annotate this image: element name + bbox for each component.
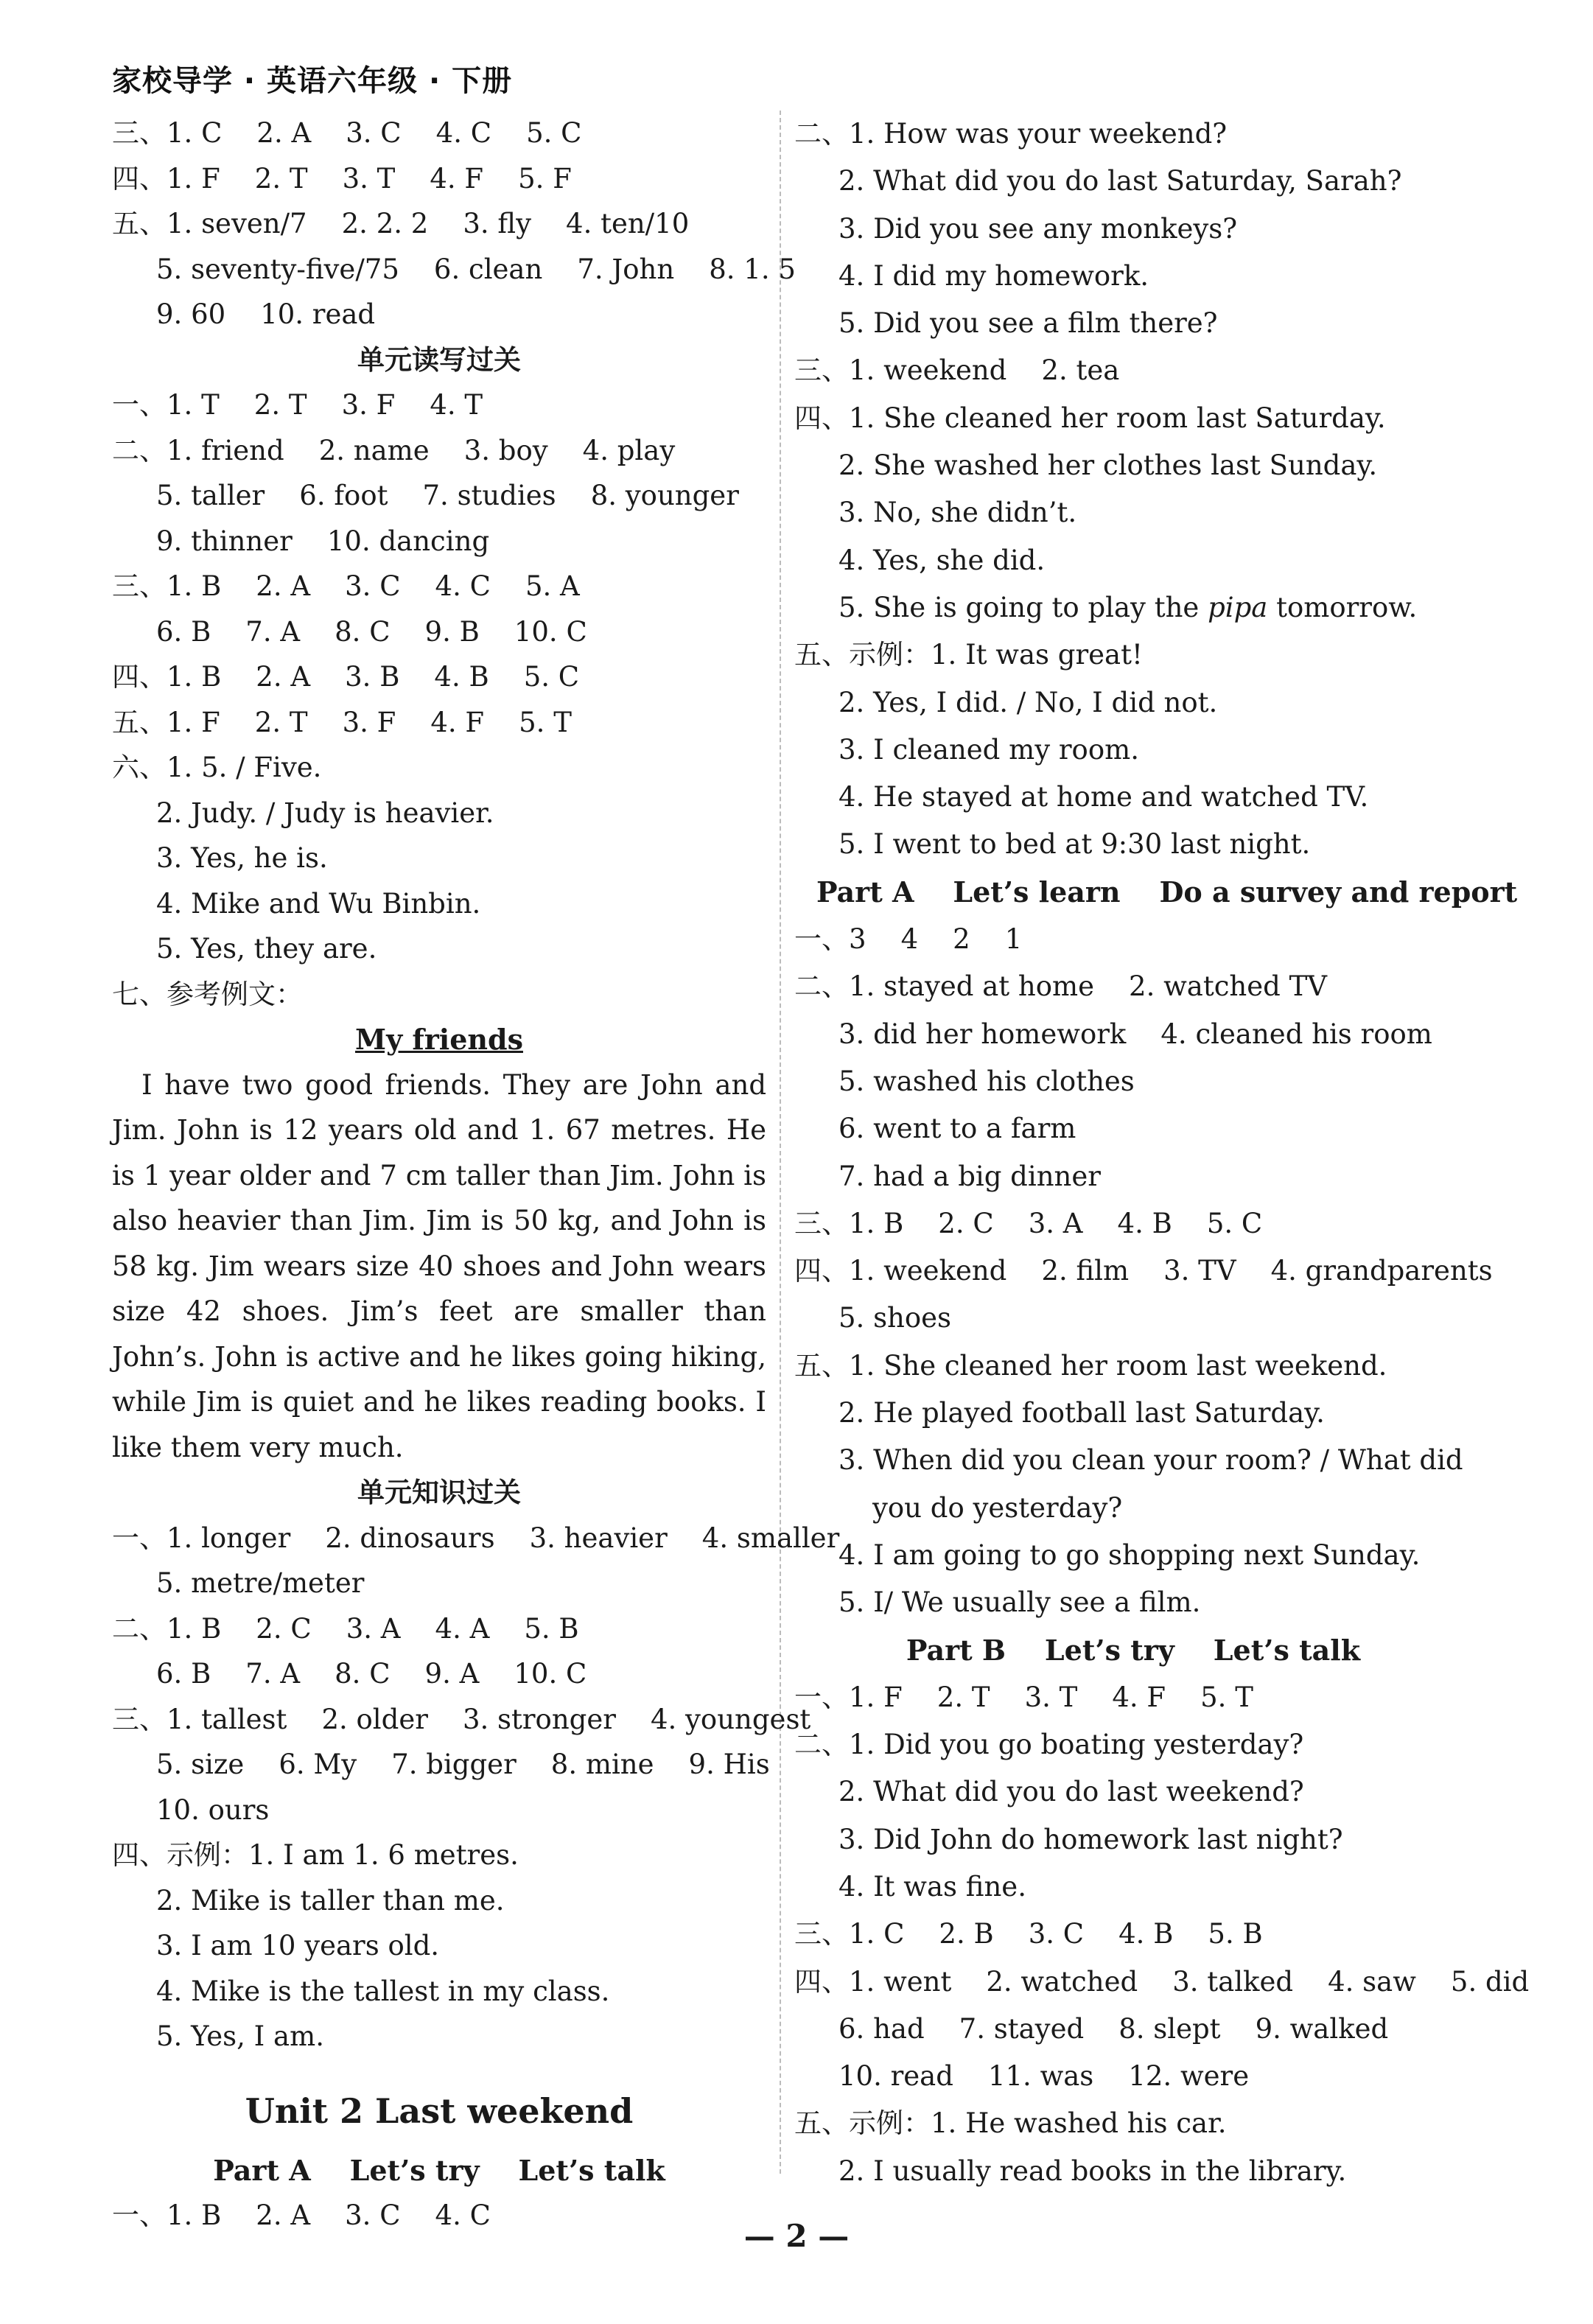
answer-line: 3. I am 10 years old. — [156, 1930, 440, 1961]
unit-title: Unit 2 Last weekend — [245, 2090, 634, 2131]
answer-line: 一、1. T 2. T 3. F 4. T — [112, 389, 483, 421]
answer-line: 2. I usually read books in the library. — [838, 2155, 1347, 2187]
answer-line: 10. read 11. was 12. were — [838, 2060, 1250, 2093]
answer-line: 6. went to a farm — [838, 1113, 1076, 1145]
essay-paragraph: I have two good friends. They are John and Jim. John is 12 years old and 1. 67 metres. He is 1 year older and 7 cm taller than Jim. John is also heavier than Jim. Jim is 50 kg, and John is 58 kg. Jim wears size 40 shoes and John wears size 42 shoes. Jim’s feet are smaller than John’s. John is active and he likes going hiking, while Jim is quiet and he likes reading books. I like them very much. — [112, 1068, 766, 1463]
answer-line: 9. 60 10. read — [156, 298, 376, 330]
part-heading: Part A Let’s learn Do a survey and report — [816, 875, 1518, 909]
answer-line: 3. No, she didn’t. — [838, 497, 1077, 529]
answer-line: 4. Mike and Wu Binbin. — [156, 887, 481, 920]
part-heading: Part A Let’s try Let’s talk — [213, 2153, 665, 2187]
answer-line: 5. Yes, I am. — [156, 2020, 324, 2052]
answer-line: 3. When did you clean your room? / What did — [838, 1444, 1463, 1477]
answer-line: 三、1. B 2. C 3. A 4. B 5. C — [794, 1207, 1263, 1239]
section-heading: 单元读写过关 — [357, 343, 521, 376]
answer-line: 5. taller 6. foot 7. studies 8. younger — [156, 480, 739, 511]
answer-line: 四、1. went 2. watched 3. talked 4. saw 5. did — [794, 1965, 1530, 1998]
answer-line: 2. What did you do last weekend? — [838, 1776, 1304, 1808]
answer-line: 2. He played football last Saturday. — [838, 1397, 1325, 1429]
answer-line: 5. Did you see a film there? — [838, 307, 1218, 340]
answer-text-italic: pipa — [1208, 591, 1268, 623]
answer-line: 2. Mike is taller than me. — [156, 1884, 505, 1917]
answer-line: 4. Yes, she did. — [838, 544, 1046, 576]
answer-line: 五、1. She cleaned her room last weekend. — [794, 1349, 1387, 1382]
answer-line: 四、1. B 2. A 3. B 4. B 5. C — [112, 661, 580, 693]
answer-line: 五、示例：1. It was great! — [794, 639, 1143, 671]
answer-line: 4. He stayed at home and watched TV. — [838, 781, 1369, 813]
answer-line: 四、1. F 2. T 3. T 4. F 5. F — [112, 162, 572, 195]
answer-line: 二、1. stayed at home 2. watched TV — [794, 970, 1327, 1003]
answer-line: 二、1. B 2. C 3. A 4. A 5. B — [112, 1612, 579, 1645]
answer-line: 三、1. tallest 2. older 3. stronger 4. youngest — [112, 1703, 811, 1735]
answer-line: 二、1. Did you go boating yesterday? — [794, 1729, 1304, 1761]
answer-line: 4. I did my homework. — [838, 259, 1149, 292]
answer-line: 五、示例：1. He washed his car. — [794, 2107, 1227, 2140]
answer-line: 5. metre/meter — [156, 1567, 365, 1599]
answer-line: 6. B 7. A 8. C 9. B 10. C — [156, 615, 587, 648]
answer-line: 三、1. weekend 2. tea — [794, 354, 1120, 387]
answer-line: 3. did her homework 4. cleaned his room — [838, 1018, 1432, 1050]
answer-line: 四、1. weekend 2. film 3. TV 4. grandparents — [794, 1255, 1493, 1287]
answer-line: 6. had 7. stayed 8. slept 9. walked — [838, 2012, 1389, 2045]
answer-line: 5. seventy-five/75 6. clean 7. John 8. 1. 5 — [156, 253, 796, 285]
answer-line: 7. had a big dinner — [838, 1160, 1101, 1192]
answer-line: 3. Did John do homework last night? — [838, 1823, 1343, 1855]
answer-line: 一、1. F 2. T 3. T 4. F 5. T — [794, 1681, 1253, 1713]
answer-line: 2. What did you do last Saturday, Sarah? — [838, 165, 1402, 197]
running-header: 家校导学 · 英语六年级 · 下册 — [112, 64, 513, 98]
column-divider — [780, 111, 781, 2174]
answer-line: 5. Yes, they are. — [156, 933, 377, 965]
answer-line: 2. Judy. / Judy is heavier. — [156, 797, 494, 829]
answer-line: 三、1. B 2. A 3. C 4. C 5. A — [112, 570, 580, 602]
answer-line: you do yesterday? — [872, 1491, 1123, 1524]
answer-line: 二、1. friend 2. name 3. boy 4. play — [112, 434, 676, 466]
answer-line: 2. She washed her clothes last Sunday. — [838, 449, 1378, 482]
answer-line: 2. Yes, I did. / No, I did not. — [838, 686, 1218, 718]
answer-line: 七、参考例文： — [112, 978, 303, 1010]
answer-line: 3. Did you see any monkeys? — [838, 212, 1238, 245]
answer-line: 4. Mike is the tallest in my class. — [156, 1975, 610, 2007]
answer-line: 3. Yes, he is. — [156, 842, 328, 874]
answer-line: 5. I/ We usually see a film. — [838, 1586, 1201, 1619]
answer-line: 一、1. B 2. A 3. C 4. C — [112, 2199, 491, 2231]
part-heading: Part B Let’s try Let’s talk — [906, 1633, 1361, 1667]
answer-text: 5. She is going to play the — [838, 591, 1208, 623]
answer-line: 二、1. How was your weekend? — [794, 118, 1228, 150]
answer-line: 5. washed his clothes — [838, 1065, 1135, 1097]
page-number: — 2 — — [743, 2218, 850, 2254]
answer-line: 五、1. seven/7 2. 2. 2 3. fly 4. ten/10 — [112, 208, 690, 239]
answer-line — [794, 584, 1472, 631]
answer-line: 四、1. She cleaned her room last Saturday. — [794, 402, 1386, 434]
answer-line: 3. I cleaned my room. — [838, 733, 1139, 766]
answer-line: 6. B 7. A 8. C 9. A 10. C — [156, 1658, 587, 1690]
answer-line: 一、3 4 2 1 — [794, 923, 1023, 956]
answer-line: 四、示例：1. I am 1. 6 metres. — [112, 1839, 519, 1871]
answer-line: 5. size 6. My 7. bigger 8. mine 9. His — [156, 1749, 770, 1780]
answer-line: 5. I went to bed at 9:30 last night. — [838, 828, 1311, 861]
answer-line: 5. shoes — [838, 1302, 952, 1334]
answer-line: 4. I am going to go shopping next Sunday. — [838, 1539, 1421, 1571]
section-heading: 单元知识过关 — [357, 1477, 521, 1508]
answer-text: tomorrow. — [1267, 591, 1418, 623]
answer-line: 五、1. F 2. T 3. F 4. F 5. T — [112, 706, 572, 738]
answer-line: 三、1. C 2. B 3. C 4. B 5. B — [794, 1918, 1263, 1950]
answer-line: 10. ours — [156, 1793, 270, 1826]
answer-line: 9. thinner 10. dancing — [156, 525, 490, 557]
answer-line: 三、1. C 2. A 3. C 4. C 5. C — [112, 117, 582, 149]
right-column — [794, 111, 1530, 2195]
answer-line: 六、1. 5. / Five. — [112, 752, 322, 783]
left-column — [112, 111, 840, 2239]
essay-title: My friends — [355, 1023, 523, 1056]
answer-line: 4. It was fine. — [838, 1870, 1026, 1903]
answer-line: 一、1. longer 2. dinosaurs 3. heavier 4. smaller — [112, 1522, 840, 1554]
